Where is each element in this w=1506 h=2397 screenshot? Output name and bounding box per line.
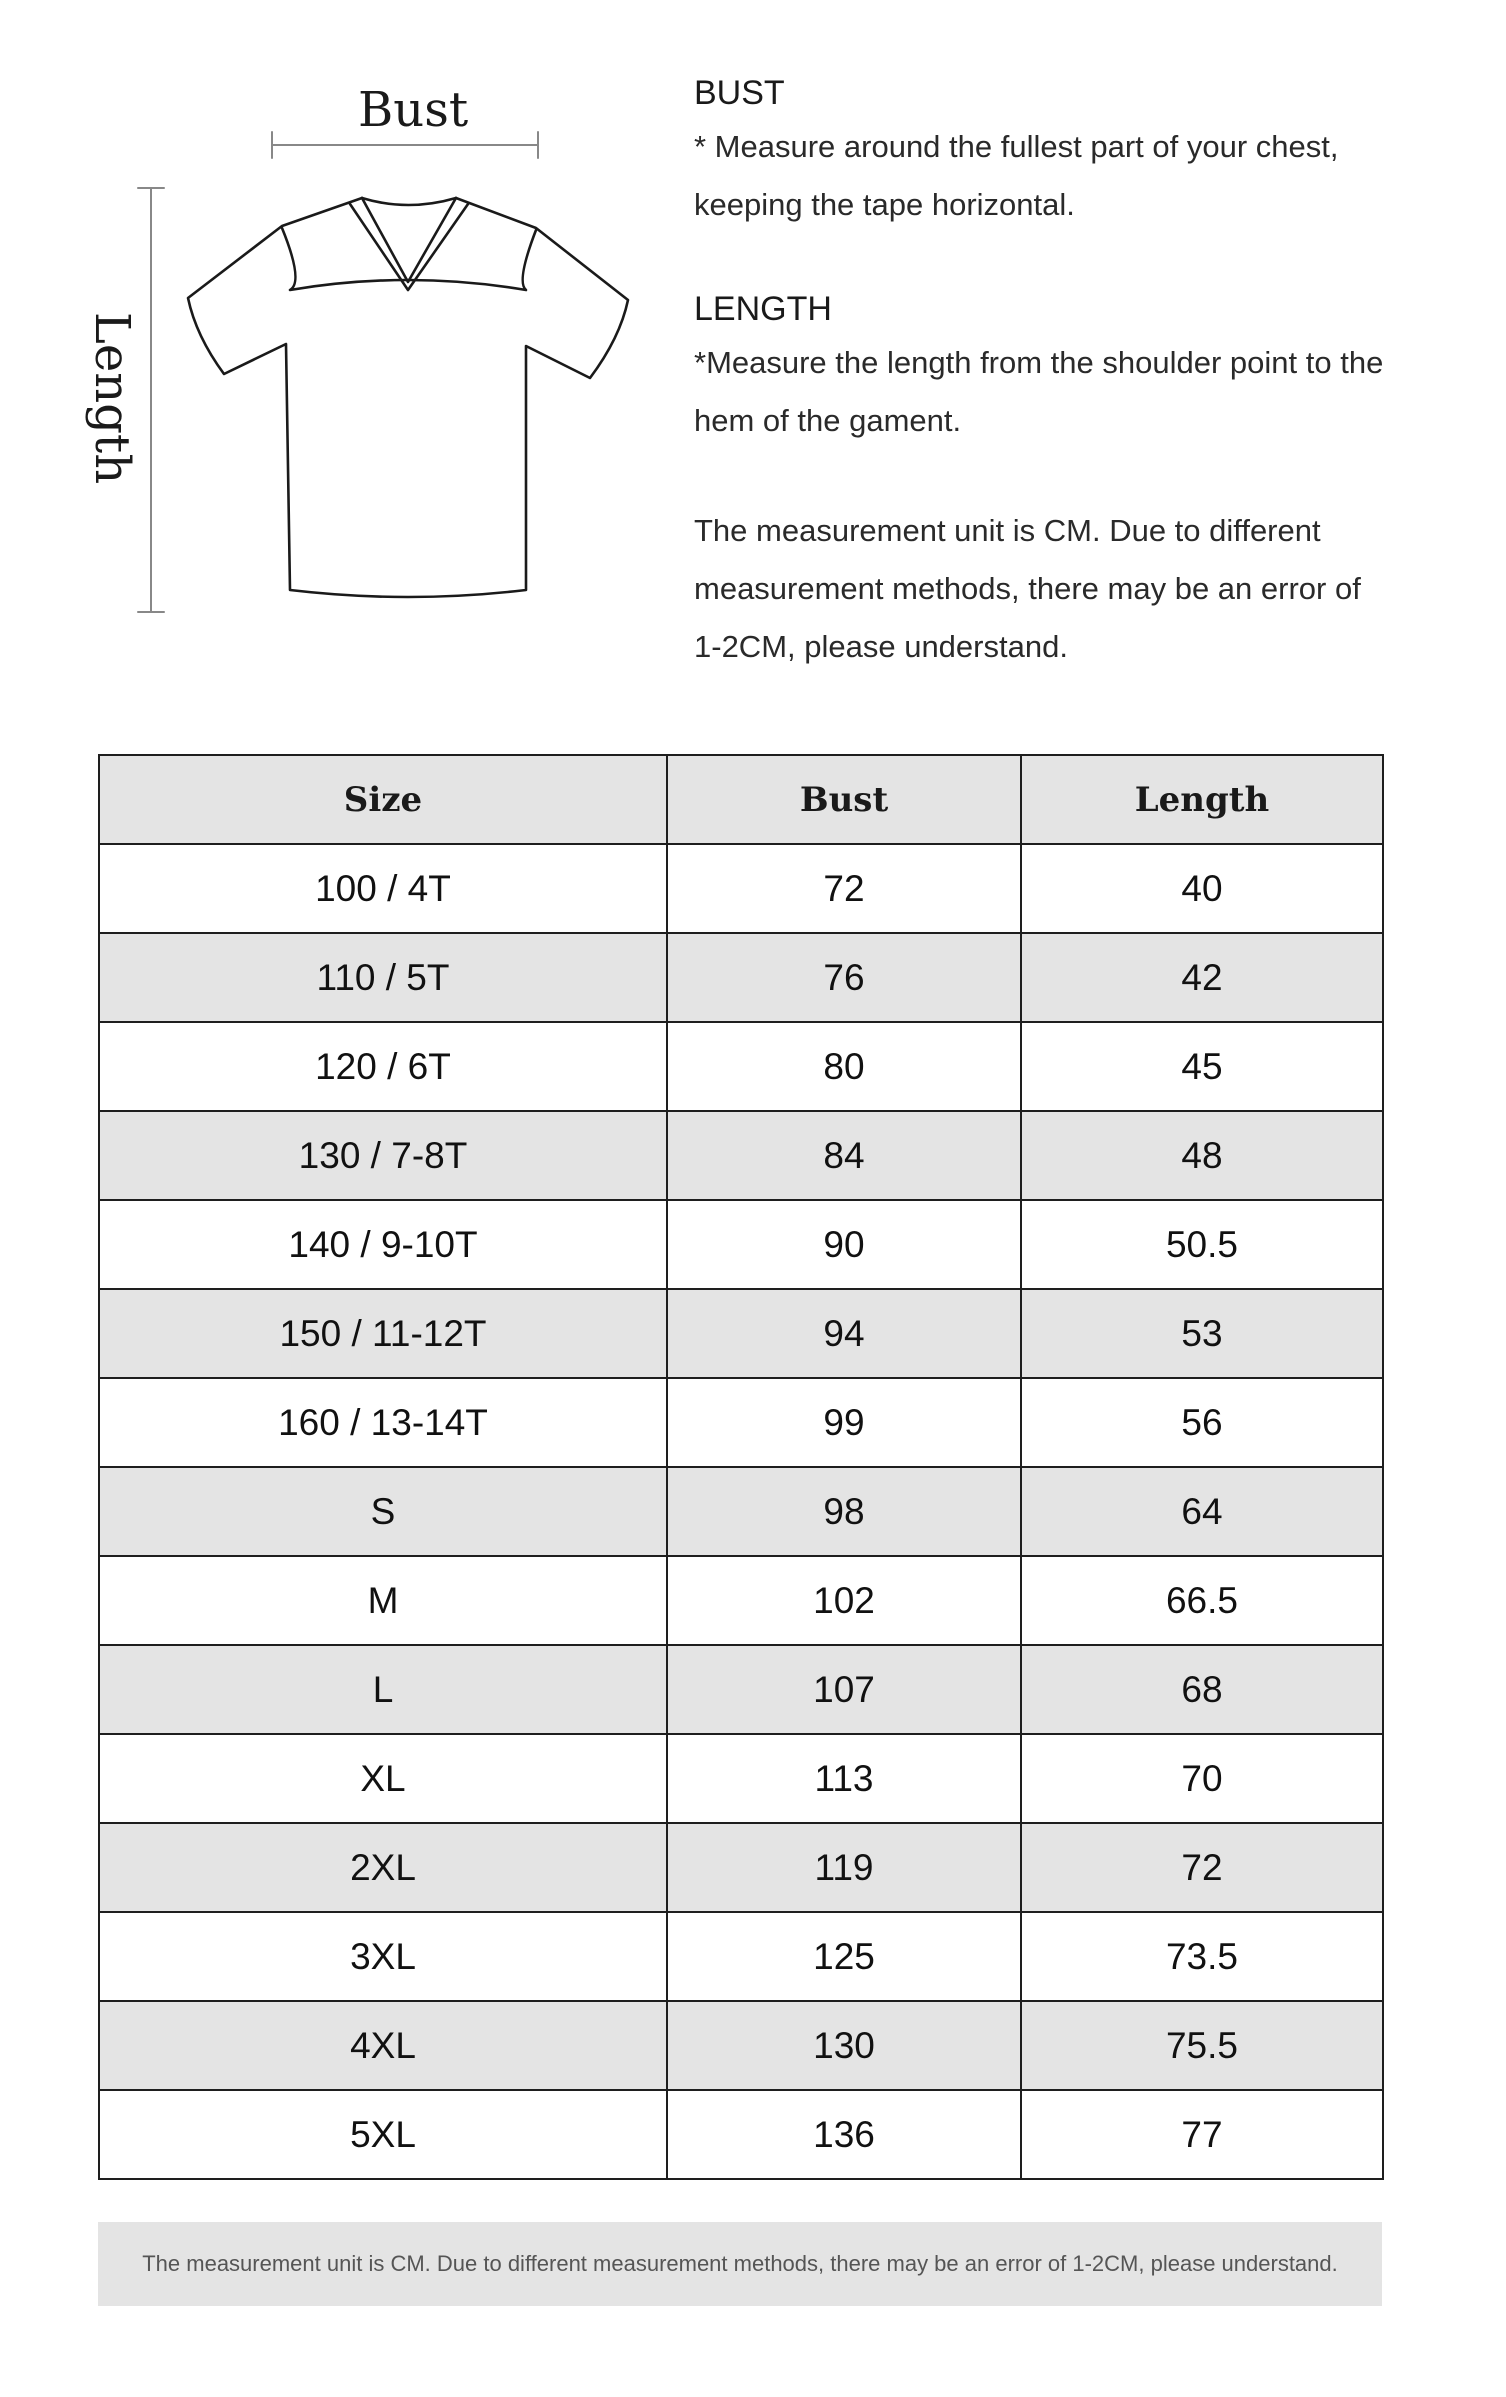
cell-size: 100 / 4T bbox=[99, 844, 667, 933]
cell-bust: 90 bbox=[667, 1200, 1021, 1289]
length-instructions bbox=[694, 286, 1454, 450]
cell-size: 4XL bbox=[99, 2001, 667, 2090]
table-row bbox=[99, 2001, 1383, 2090]
cell-length: 48 bbox=[1021, 1111, 1383, 1200]
cell-bust: 125 bbox=[667, 1912, 1021, 2001]
bust-text-line-2: keeping the tape horizontal. bbox=[694, 187, 1075, 222]
shirt-diagram bbox=[0, 0, 680, 700]
cell-bust: 136 bbox=[667, 2090, 1021, 2179]
cell-size: 2XL bbox=[99, 1823, 667, 1912]
cell-bust: 72 bbox=[667, 844, 1021, 933]
cell-bust: 80 bbox=[667, 1022, 1021, 1111]
cell-length: 72 bbox=[1021, 1823, 1383, 1912]
unit-note bbox=[694, 502, 1454, 676]
cell-size: 160 / 13-14T bbox=[99, 1378, 667, 1467]
table-row bbox=[99, 1289, 1383, 1378]
cell-size: L bbox=[99, 1645, 667, 1734]
unit-text-line-2: measurement methods, there may be an error of bbox=[694, 571, 1361, 606]
table-row bbox=[99, 1022, 1383, 1111]
table-row bbox=[99, 1556, 1383, 1645]
table-row bbox=[99, 1467, 1383, 1556]
cell-length: 77 bbox=[1021, 2090, 1383, 2179]
table-row bbox=[99, 1734, 1383, 1823]
length-text-line-2: hem of the gament. bbox=[694, 403, 962, 438]
cell-bust: 113 bbox=[667, 1734, 1021, 1823]
table-header-row bbox=[99, 755, 1383, 844]
unit-text-line-1: The measurement unit is CM. Due to different bbox=[694, 513, 1321, 548]
table-row bbox=[99, 933, 1383, 1022]
cell-bust: 102 bbox=[667, 1556, 1021, 1645]
cell-size: S bbox=[99, 1467, 667, 1556]
table-row bbox=[99, 844, 1383, 933]
cell-size: 130 / 7-8T bbox=[99, 1111, 667, 1200]
header-length: Length bbox=[1021, 755, 1383, 844]
cell-size: 3XL bbox=[99, 1912, 667, 2001]
size-chart-table bbox=[98, 754, 1384, 2180]
table-row bbox=[99, 1378, 1383, 1467]
length-text-line-1: *Measure the length from the shoulder point to the bbox=[694, 345, 1384, 380]
bust-text-line-1: * Measure around the fullest part of your chest, bbox=[694, 129, 1339, 164]
bust-diagram-label: Bust bbox=[358, 82, 469, 138]
length-heading: LENGTH bbox=[694, 290, 832, 328]
table-row bbox=[99, 2090, 1383, 2179]
cell-length: 64 bbox=[1021, 1467, 1383, 1556]
cell-bust: 107 bbox=[667, 1645, 1021, 1734]
cell-length: 50.5 bbox=[1021, 1200, 1383, 1289]
cell-length: 68 bbox=[1021, 1645, 1383, 1734]
length-diagram-label: Length bbox=[84, 312, 140, 485]
table-row bbox=[99, 1912, 1383, 2001]
cell-length: 70 bbox=[1021, 1734, 1383, 1823]
cell-bust: 76 bbox=[667, 933, 1021, 1022]
table-body bbox=[99, 844, 1383, 2179]
cell-size: 110 / 5T bbox=[99, 933, 667, 1022]
header-bust: Bust bbox=[667, 755, 1021, 844]
cell-length: 45 bbox=[1021, 1022, 1383, 1111]
unit-text-line-3: 1-2CM, please understand. bbox=[694, 629, 1068, 664]
cell-length: 75.5 bbox=[1021, 2001, 1383, 2090]
cell-size: 150 / 11-12T bbox=[99, 1289, 667, 1378]
cell-bust: 84 bbox=[667, 1111, 1021, 1200]
cell-length: 56 bbox=[1021, 1378, 1383, 1467]
cell-bust: 119 bbox=[667, 1823, 1021, 1912]
measurement-instructions bbox=[694, 70, 1454, 728]
bust-instructions bbox=[694, 70, 1454, 234]
cell-size: M bbox=[99, 1556, 667, 1645]
footer-note: The measurement unit is CM. Due to different measurement methods, there may be an error of 1-2CM, please understand. bbox=[98, 2222, 1382, 2306]
cell-length: 40 bbox=[1021, 844, 1383, 933]
bust-heading: BUST bbox=[694, 74, 785, 112]
table-row bbox=[99, 1111, 1383, 1200]
cell-length: 53 bbox=[1021, 1289, 1383, 1378]
cell-size: XL bbox=[99, 1734, 667, 1823]
cell-bust: 130 bbox=[667, 2001, 1021, 2090]
cell-bust: 99 bbox=[667, 1378, 1021, 1467]
cell-size: 120 / 6T bbox=[99, 1022, 667, 1111]
cell-size: 140 / 9-10T bbox=[99, 1200, 667, 1289]
cell-size: 5XL bbox=[99, 2090, 667, 2179]
table-row bbox=[99, 1645, 1383, 1734]
cell-bust: 94 bbox=[667, 1289, 1021, 1378]
cell-length: 73.5 bbox=[1021, 1912, 1383, 2001]
cell-length: 42 bbox=[1021, 933, 1383, 1022]
table-row bbox=[99, 1200, 1383, 1289]
table-row bbox=[99, 1823, 1383, 1912]
cell-bust: 98 bbox=[667, 1467, 1021, 1556]
cell-length: 66.5 bbox=[1021, 1556, 1383, 1645]
header-size: Size bbox=[99, 755, 667, 844]
